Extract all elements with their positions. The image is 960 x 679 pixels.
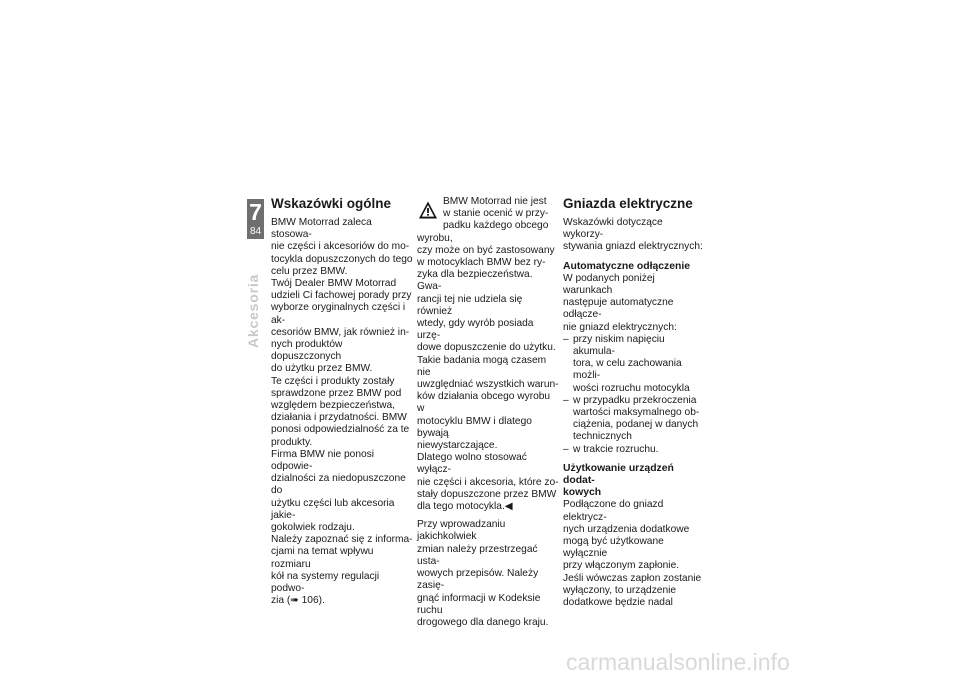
text-line: zmian należy przestrzegać usta- <box>417 543 538 567</box>
text-line: nie części i akcesoriów do mo- <box>271 241 410 253</box>
text-line: wyłączony, to urządzenie <box>563 584 677 596</box>
text-line: uwzględniać wszystkich warun- <box>417 379 559 391</box>
warning-block <box>417 196 559 513</box>
text-line: wartości maksymalnego ob- <box>573 407 700 419</box>
text-line: nych produktów dopuszczonych <box>271 339 343 363</box>
text-line: produkty. <box>271 436 313 448</box>
general-heading: Wskazówki ogólne <box>271 196 392 211</box>
chapter-number: 7 <box>249 199 262 225</box>
list-item <box>563 395 705 444</box>
text-line <box>417 501 559 513</box>
text-line: Należy zapoznać się z informa- <box>271 534 413 546</box>
text-line: gnąć informacji w Kodeksie ruchu <box>417 592 541 616</box>
text-line: wowych przepisów. Należy zasię- <box>417 568 539 592</box>
text-line: nie gniazd elektrycznych: <box>563 321 677 333</box>
text-line: Przy wprowadzaniu jakichkolwiek <box>417 519 506 543</box>
text-line: – przy niskim napięciu akumula- <box>573 333 665 358</box>
regulations-text <box>417 519 559 629</box>
text-line: stały dopuszczone przez BMW <box>417 488 557 500</box>
text-line: zyka dla bezpieczeństwa. Gwa- <box>417 269 533 293</box>
text-line: Podłączone do gniazd elektrycz- <box>563 499 664 523</box>
heading-line: kowych <box>563 487 602 499</box>
general-text <box>271 217 413 608</box>
text-line: Dlatego wolno stosować wyłącz- <box>417 452 527 476</box>
chapter-tab <box>247 199 264 239</box>
sockets-heading: Gniazda elektryczne <box>563 196 693 211</box>
text-line: działania i przydatności. BMW <box>271 412 407 424</box>
heading-line: Użytkowanie urządzeń dodat- <box>563 462 674 487</box>
text-line: BMW Motorrad zaleca stosowa- <box>271 217 372 241</box>
text-line: wyborze oryginalnych części i ak- <box>271 302 406 326</box>
text-line: przy włączonym zapłonie. <box>563 560 680 572</box>
page-number: 84 <box>249 226 262 237</box>
text-line: dodatkowe będzie nadal <box>563 597 673 609</box>
text-fragment: dla tego motocykla. <box>417 501 505 513</box>
watermark: carmanualsonline.info <box>566 649 790 675</box>
text-line: tora, w celu zachowania możli- <box>573 358 682 382</box>
text-line: mogą być użytkowane wyłącznie <box>563 536 664 560</box>
text-line <box>271 595 413 607</box>
text-line: tocykla dopuszczonych do tego <box>271 253 413 265</box>
text-line: dzialności za niedopuszczone do <box>271 473 406 497</box>
text-line: czy może on być zastosowany <box>417 244 555 256</box>
text-line: cjami na temat wpływu rozmiaru <box>271 546 374 570</box>
general-column <box>271 196 413 608</box>
text-line: do użytku przez BMW. <box>271 363 373 375</box>
page-reference-link[interactable]: 106). <box>298 595 325 607</box>
text-line: ków działania obcego wyrobu w <box>417 391 551 415</box>
auto-off-list <box>563 334 705 456</box>
text-line: wtedy, gdy wyrób posiada urzę- <box>417 318 534 342</box>
text-line: nie części i akcesoria, które zo- <box>417 476 559 488</box>
text-line: wości rozruchu motocykla <box>573 382 690 394</box>
text-line: celu przez BMW. <box>271 265 348 277</box>
text-line: w motocyklach BMW bez ry- <box>417 257 546 269</box>
text-line: padku każdego obcego wyrobu, <box>417 220 549 244</box>
text-line: cesoriów BMW, jak również in- <box>271 326 410 338</box>
page-reference-arrow-icon: ➠ <box>290 595 299 607</box>
text-line: następuje automatyczne odłącze- <box>563 297 674 321</box>
text-line: sprawdzone przez BMW pod <box>271 387 402 399</box>
text-line: Takie badania mogą czasem nie <box>417 354 547 378</box>
warning-triangle-icon <box>418 200 438 220</box>
text-line: dowe dopuszczenie do użytku. <box>417 342 556 354</box>
text-line: gokolwiek rodzaju. <box>271 522 355 534</box>
text-line: Twój Dealer BMW Motorrad <box>271 278 397 290</box>
usage-heading <box>563 463 705 500</box>
text-line: kół na systemy regulacji podwo- <box>271 570 380 595</box>
text-line: w stanie ocenić w przy- <box>443 208 549 220</box>
sockets-column <box>563 196 705 609</box>
text-fragment: zia ( <box>271 595 291 607</box>
text-line: stywania gniazd elektrycznych: <box>563 241 703 253</box>
list-item <box>563 334 705 395</box>
text-line: niewystarczające. <box>417 440 498 452</box>
text-line: użytku części lub akcesoria jakie- <box>271 497 395 521</box>
text-line: Te części i produkty zostały <box>271 375 395 387</box>
text-line: technicznych <box>573 431 632 443</box>
text-line: Wskazówki dotyczące wykorzy- <box>563 217 663 241</box>
chapter-title: Akcesoria <box>245 273 261 348</box>
text-line: Firma BMW nie ponosi odpowie- <box>271 448 375 473</box>
text-line: motocyklu BMW i dlatego bywają <box>417 415 532 439</box>
text-line: rancji tej nie udziela się również <box>417 293 523 317</box>
text-line: – w przypadku przekroczenia <box>573 394 697 406</box>
warning-column <box>417 196 559 629</box>
text-line: ciążenia, podanej w danych <box>573 419 699 431</box>
text-line: W podanych poniżej warunkach <box>563 272 655 297</box>
text-line: względem bezpieczeństwa, <box>271 400 396 412</box>
text-line: Jeśli wówczas zapłon zostanie <box>563 572 702 584</box>
text-line: drogowego dla danego kraju. <box>417 616 549 628</box>
auto-off-heading: Automatyczne odłączenie <box>563 260 691 272</box>
end-mark-icon: ◀ <box>504 501 513 513</box>
text-line: nych urządzenia dodatkowe <box>563 523 690 535</box>
text-line: udzieli Ci fachowej porady przy <box>271 290 412 302</box>
text-line: – w trakcie rozruchu. <box>573 443 659 455</box>
text-line: ponosi odpowiedzialność za te <box>271 424 410 436</box>
text-line: BMW Motorrad nie jest <box>443 196 547 207</box>
list-item <box>563 444 705 456</box>
